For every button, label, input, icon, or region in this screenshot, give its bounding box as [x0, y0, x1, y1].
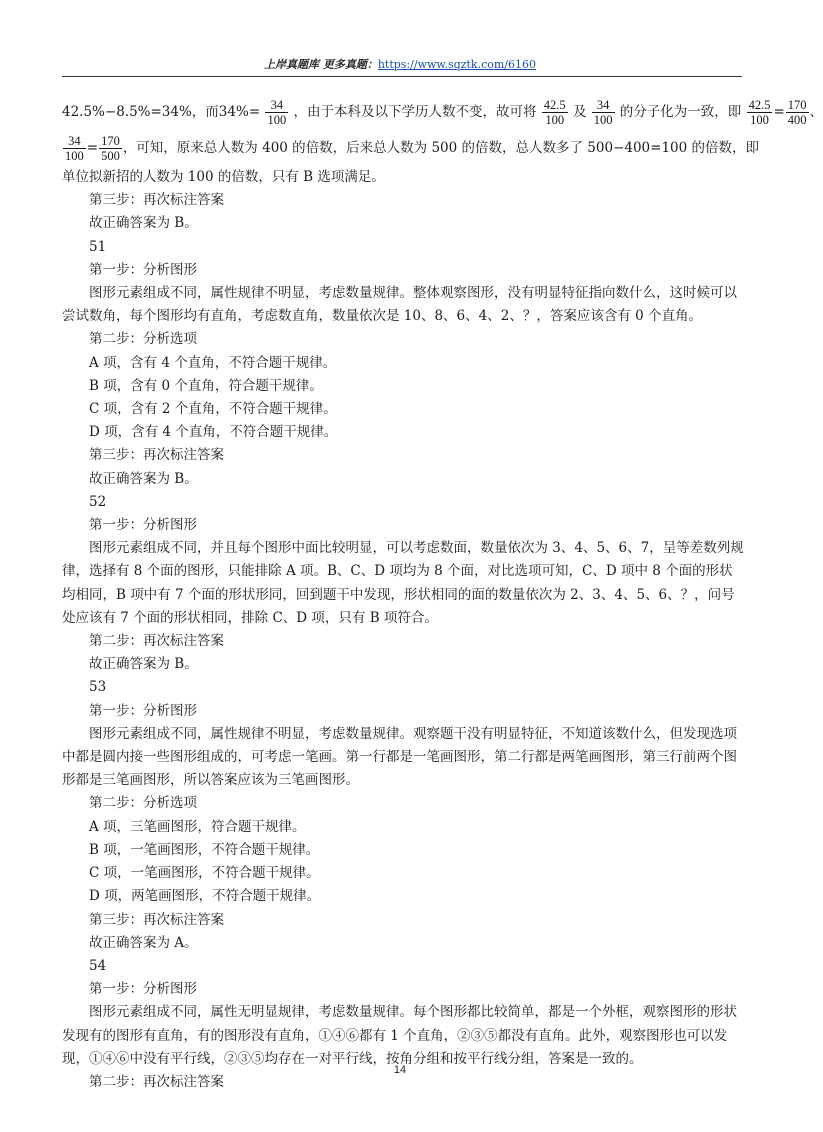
paragraph: 第一步：分析图形 — [89, 517, 197, 534]
paragraph: 单位拟新招的人数为 100 的倍数，只有 B 选项满足。 — [62, 169, 385, 185]
paragraph: 第二步：分析选项 — [89, 331, 197, 348]
paragraph: D 项，含有 4 个直角，不符合题干规律。 — [89, 424, 338, 441]
paragraph: 故正确答案为 A。 — [89, 934, 198, 951]
page-number: 14 — [393, 1064, 407, 1076]
paragraph-list — [62, 166, 746, 1094]
paragraph: 第二步：分析选项 — [89, 795, 197, 812]
math-text: = — [773, 104, 785, 120]
paragraph: 53 — [89, 679, 107, 696]
math-text: ，由于本科及以下学历人数不变，故可将 — [293, 104, 537, 120]
paragraph: C 项，一笔画图形，不符合题干规律。 — [89, 865, 320, 882]
paragraph: 52 — [89, 493, 107, 510]
paragraph: A 项，含有 4 个直角，不符合题干规律。 — [89, 354, 337, 371]
fraction-170-500: $\frac{170}{500}$ — [101, 134, 120, 163]
header-divider — [62, 76, 742, 77]
header-label: 上岸真题库 更多真题： — [264, 58, 378, 71]
fraction-34-100: $\frac{34}{100}$ — [65, 134, 84, 163]
paragraph: 图形元素组成不同，属性规律不明显，考虑数量规律。整体观察图形，没有明显特征指向数什么，这时候可以尝试数角，每个图形均有直角，考虑数直角，数量依次是 10、8、6、4、2、？，答案应该含有 0 个直角。 — [62, 285, 737, 325]
math-text: 、 — [809, 104, 823, 120]
paragraph: 54 — [89, 957, 107, 974]
paragraph: 51 — [89, 238, 107, 255]
fraction-170-400: $\frac{170}{400}$ — [787, 98, 807, 127]
paragraph: 图形元素组成不同，属性无明显规律，考虑数量规律。每个图形都比较简单，都是一个外框，观察图形的形状发现有的图形有直角，有的图形没有直角，①④⑥都有 1 个直角，②③⑤都没有直角。此外，观察图形也可以发现，①④⑥中没有平行线，②③⑤均存在一对平行线，按角分组和按平行线分组，答案是一致的。 — [62, 1004, 737, 1067]
paragraph: 图形元素组成不同，并且每个图形中面比较明显，可以考虑数面，数量依次为 3、4、5、6、7，呈等差数列规律，选择有 8 个面的图形，只能排除 A 项。B、C、D 项均为 8 个面，对比选项可知，C、D 项中 8 个面的形状均相同，B 项中有 7 个面的形状形同，回到题干中发现，形状相同的面的数量依次为 2、3、4、5、6、？，问号处应该有 7 个面的形状相同，排除 C、D 项，只有 B 项符合。 — [62, 540, 744, 626]
header-link[interactable]: https://www.sqztk.com/6160 — [377, 58, 536, 71]
paragraph: 第三步：再次标注答案 — [89, 911, 224, 928]
document-body — [62, 94, 823, 1094]
fraction-42.5-100: $\frac{42.5}{100}$ — [748, 98, 771, 127]
paragraph: 图形元素组成不同，属性规律不明显，考虑数量规律。观察题干没有明显特征，不知道该数什么，但发现选项中都是圆内接一些图形组成的，可考虑一笔画。第一行都是一笔画图形，第二行都是两笔画图形，第三行前两个图形都是三笔画图形，所以答案应该为三笔画图形。 — [62, 725, 737, 789]
paragraph: D 项，两笔画图形，不符合题干规律。 — [89, 888, 321, 905]
paragraph: 故正确答案为 B。 — [89, 470, 198, 487]
math-text: = — [86, 140, 99, 156]
paragraph: 第二步：再次标注答案 — [89, 633, 224, 650]
math-text: 及 — [572, 104, 587, 120]
paragraph: B 项，一笔画图形，不符合题干规律。 — [89, 841, 320, 858]
paragraph: 第一步：分析图形 — [89, 261, 197, 278]
paragraph: 第一步：分析图形 — [89, 702, 197, 719]
paragraph: C 项，含有 2 个直角，不符合题干规律。 — [89, 401, 337, 418]
math-text: 42.5%−8.5%=34%，而34%= — [62, 104, 261, 120]
fraction-42.5-100: $\frac{42.5}{100}$ — [543, 98, 566, 127]
math-line-1 — [62, 94, 823, 130]
page-header — [0, 56, 800, 72]
fraction-34-100: $\frac{34}{100}$ — [267, 98, 287, 127]
paragraph: 第三步：再次标注答案 — [89, 447, 224, 464]
paragraph: 故正确答案为 B。 — [89, 215, 198, 232]
paragraph: 故正确答案为 B。 — [89, 656, 198, 673]
paragraph: B 项，含有 0 个直角，符合题干规律。 — [89, 377, 323, 394]
math-line-2 — [62, 130, 760, 166]
paragraph: 第一步：分析图形 — [89, 981, 197, 998]
math-text: 的分子化为一致，即 — [619, 104, 742, 120]
paragraph: A 项，三笔画图形，符合题干规律。 — [89, 818, 306, 835]
math-text: ，可知，原来总人数为 400 的倍数，后来总人数为 500 的倍数，总人数多了 500−400=100 的倍数，即 — [122, 140, 760, 156]
fraction-34-100: $\frac{34}{100}$ — [593, 98, 613, 127]
paragraph: 第三步：再次标注答案 — [89, 192, 224, 209]
paragraph: 第二步：再次标注答案 — [89, 1073, 224, 1090]
